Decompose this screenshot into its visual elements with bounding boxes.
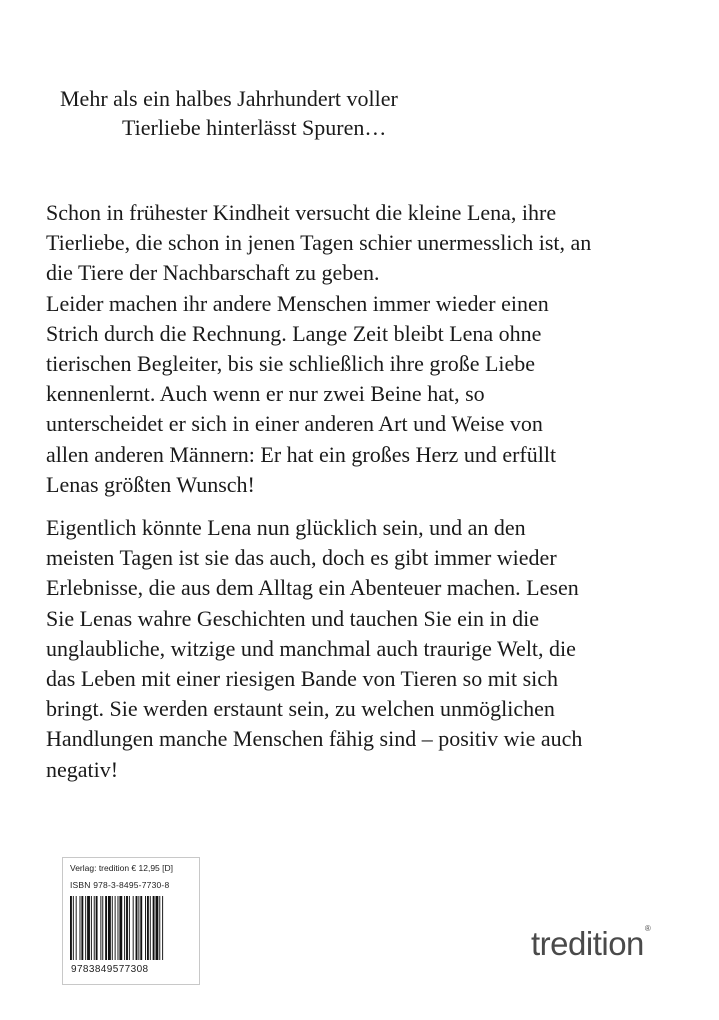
barcode-bar	[126, 896, 128, 960]
barcode-bar	[73, 896, 74, 960]
barcode-bar	[162, 896, 163, 960]
barcode-bar	[70, 896, 72, 960]
barcode-bar	[147, 896, 149, 960]
barcode-bar	[153, 896, 155, 960]
text-line: bringt. Sie werden erstaunt sein, zu welchen unmöglichen	[46, 696, 555, 722]
barcode-bar	[96, 896, 98, 960]
text-line: negativ!	[46, 756, 119, 782]
barcode-bar	[140, 896, 142, 960]
barcode-bar	[156, 896, 159, 960]
logo-text: tredition	[531, 925, 644, 962]
text-line: die Tiere der Nachbarschaft zu geben.	[46, 260, 380, 286]
text-line: allen anderen Männern: Er hat ein großes Herz und erfüllt	[46, 441, 557, 467]
text-line: Strich durch die Rechnung. Lange Zeit bleibt Lena ohne	[46, 320, 542, 346]
barcode-bar	[87, 896, 90, 960]
text-line: Eigentlich könnte Lena nun glücklich sein, und an den	[46, 515, 526, 540]
text-line: unglaubliche, witzige und manchmal auch traurige Welt, die	[46, 635, 576, 661]
tredition-logo	[531, 924, 650, 963]
barcode-bar	[159, 896, 160, 960]
barcode-bar	[102, 896, 103, 960]
barcode-bar	[112, 896, 113, 960]
tagline-line-1: Mehr als ein halbes Jahrhundert voller	[60, 86, 398, 111]
blurb-paragraph-1	[46, 198, 686, 500]
barcode-bar	[129, 896, 130, 960]
barcode-bar	[76, 896, 77, 960]
barcode-bar	[91, 896, 92, 960]
barcode-bar	[81, 896, 83, 960]
text-line: tierischen Begleiter, bis sie schließlich ihre große Liebe	[46, 350, 536, 376]
text-line: Handlungen manche Menschen fähig sind – positiv wie auch	[46, 726, 583, 752]
barcode-bar	[133, 896, 134, 960]
barcode-bar	[105, 896, 107, 960]
barcode-bar	[136, 896, 138, 960]
barcode-bar	[80, 896, 81, 960]
barcode-number: 9783849577308	[71, 964, 149, 975]
publisher-price: Verlag: tredition € 12,95 [D]	[70, 863, 174, 873]
text-line: Sie Lenas wahre Geschichten und tauchen Sie ein in die	[46, 605, 540, 631]
text-line: Schon in frühester Kindheit versucht die kleine Lena, ihre	[46, 200, 557, 225]
barcode-bar	[119, 896, 122, 960]
isbn-label: ISBN 978-3-8495-7730-8	[70, 880, 170, 890]
barcode-bar	[115, 896, 116, 960]
text-line: kennenlernt. Auch wenn er nur zwei Beine hat, so	[46, 381, 485, 407]
barcode-bar	[85, 896, 86, 960]
tagline-line-2: Tierliebe hinterlässt Spuren…	[122, 115, 387, 140]
barcode-bars	[69, 896, 193, 960]
text-line: Tierliebe, die schon in jenen Tagen schier unermesslich ist, an	[46, 230, 592, 256]
barcode-bar	[118, 896, 119, 960]
text-line: das Leben mit einer riesigen Bande von Tieren so mit sich	[46, 665, 559, 691]
barcode-bar	[108, 896, 111, 960]
barcode-bar	[124, 896, 125, 960]
blurb-paragraph-2	[46, 513, 686, 785]
barcode-bar	[138, 896, 139, 960]
barcode-box	[62, 857, 200, 985]
barcode-bar	[145, 896, 146, 960]
text-line: Leider machen ihr andere Menschen immer wieder einen	[46, 290, 549, 316]
text-line: Lenas größten Wunsch!	[46, 471, 255, 497]
barcode-bar	[94, 896, 95, 960]
registered-mark: ®	[644, 924, 651, 933]
text-line: meisten Tagen ist sie das auch, doch es gibt immer wieder	[46, 545, 557, 571]
barcode-bar	[100, 896, 101, 960]
text-line: Erlebnisse, die aus dem Alltag ein Abenteuer machen. Lesen	[46, 575, 579, 601]
barcode-bar	[150, 896, 151, 960]
text-line: unterscheidet er sich in einer anderen Art und Weise von	[46, 411, 543, 437]
